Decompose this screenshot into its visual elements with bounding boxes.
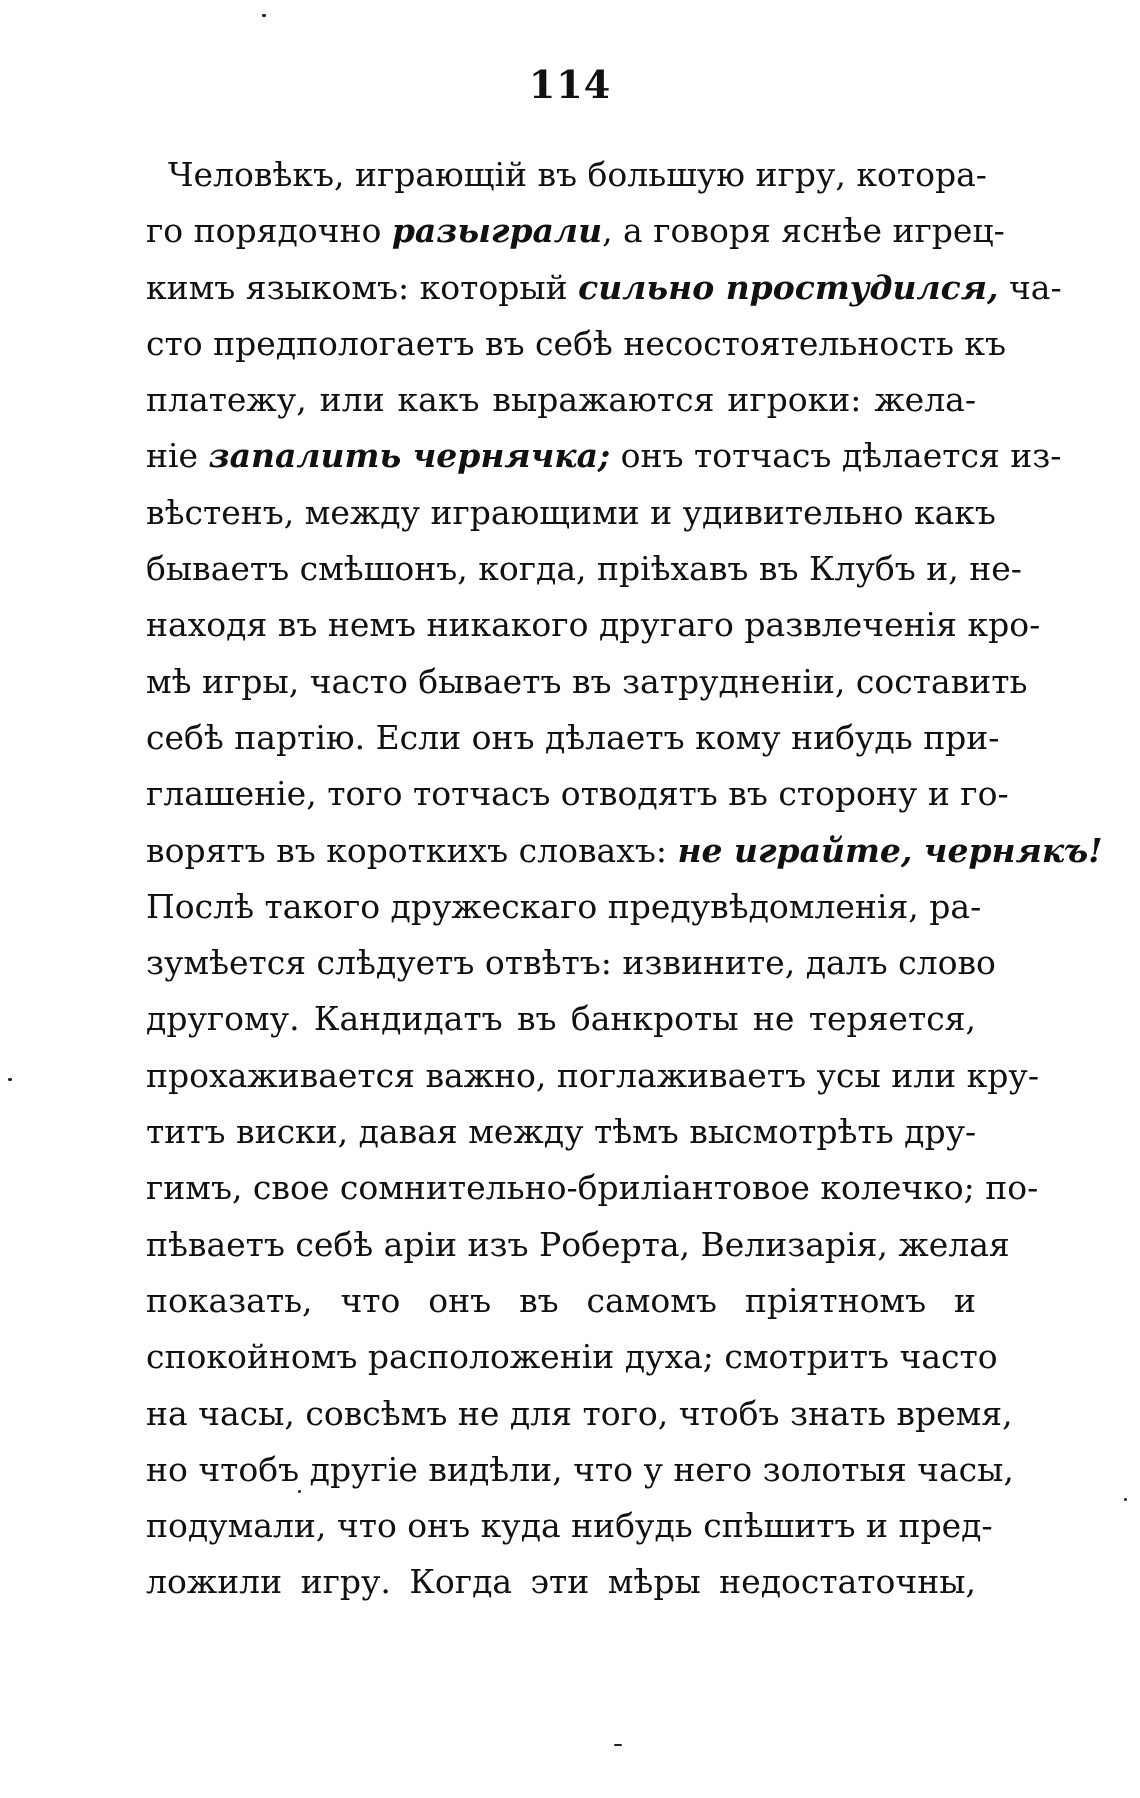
- scan-speck: [8, 1078, 12, 1081]
- scan-speck: [298, 1490, 301, 1493]
- text-line: [146, 879, 982, 935]
- text-run: на часы, совсѣмъ не для того, чтобъ знать время,: [146, 1393, 1013, 1433]
- text-line: [146, 316, 1007, 372]
- text-line: [146, 823, 1103, 879]
- text-line: [146, 1160, 1039, 1216]
- text-line: [146, 710, 1000, 766]
- text-run: ворятъ въ короткихъ словахъ:: [146, 830, 678, 870]
- text-line: [146, 1498, 993, 1554]
- text-run: онъ тотчасъ дѣлается из-: [610, 436, 1062, 476]
- text-line: [146, 991, 976, 1047]
- text-line: [146, 428, 1062, 484]
- text-run: титъ виски, давая между тѣмъ высмотрѣть дру-: [146, 1112, 977, 1152]
- text-line: [146, 1554, 976, 1610]
- text-run: другому. Кандидатъ въ банкроты не теряется,: [146, 999, 976, 1039]
- text-line: [146, 203, 1005, 259]
- text-line: [146, 260, 1062, 316]
- text-run: ніе: [146, 436, 209, 476]
- text-line: [146, 654, 1028, 710]
- text-run: мѣ игры, часто бываетъ въ затрудненіи, составить: [146, 661, 1028, 701]
- text-run: гимъ, свое сомнительно-бриліантовое колечко; по-: [146, 1168, 1039, 1208]
- text-run: глашеніе, того тотчасъ отводятъ въ сторону и го-: [146, 774, 1009, 814]
- italic-phrase: разыграли: [391, 211, 603, 251]
- text-line: [146, 372, 976, 428]
- text-line: [146, 597, 1041, 653]
- scan-speck: [262, 14, 266, 17]
- text-run: вѣстенъ, между играющими и удивительно какъ: [146, 492, 996, 532]
- scan-speck: [1124, 1498, 1127, 1501]
- text-run: прохаживается важно, поглаживаетъ усы или кру-: [146, 1055, 1039, 1095]
- text-line: [146, 1048, 1039, 1104]
- text-run: но чтобъ другіе видѣли, что у него золотыя часы,: [146, 1449, 1014, 1489]
- text-run: бываетъ смѣшонъ, когда, пріѣхавъ въ Клубъ и, не-: [146, 549, 1022, 589]
- text-run: ча-: [998, 267, 1062, 307]
- text-run: Послѣ такого дружескаго предувѣдомленія, ра-: [146, 886, 982, 926]
- text-line: [146, 541, 1022, 597]
- text-run: пѣваетъ себѣ аріи изъ Роберта, Велизарія, желая: [146, 1224, 1010, 1264]
- text-line: [146, 1386, 1013, 1442]
- text-line: [146, 1329, 998, 1385]
- text-line: [146, 766, 1009, 822]
- italic-phrase: запалить чернячка;: [208, 436, 611, 476]
- text-run: платежу, или какъ выражаются игроки: жела-: [146, 380, 976, 420]
- text-line: [146, 1104, 976, 1160]
- italic-phrase: сильно простудился,: [578, 267, 999, 307]
- text-run: ложили игру. Когда эти мѣры недостаточны,: [146, 1562, 976, 1602]
- text-line: [146, 935, 996, 991]
- text-run: находя въ немъ никакого другаго развлеченія кро-: [146, 605, 1041, 645]
- text-run: кимъ языкомъ: который: [146, 267, 579, 307]
- text-run: Человѣкъ, играющій въ большую игру, котора-: [168, 155, 987, 194]
- text-line: [146, 1217, 1010, 1273]
- text-run: зумѣется слѣдуетъ отвѣтъ: извините, далъ слово: [146, 943, 996, 983]
- text-run: подумали, что онъ куда нибудь спѣшитъ и пред-: [146, 1506, 993, 1546]
- text-line: [146, 1442, 1014, 1498]
- text-line: [146, 1273, 976, 1329]
- italic-phrase: не играйте, чернякъ!: [677, 830, 1103, 870]
- text-line: [146, 147, 987, 203]
- scan-speck: [614, 1744, 622, 1746]
- text-run: сто предпологаетъ въ себѣ несостоятельность къ: [146, 323, 1007, 363]
- text-run: , а говоря яснѣе игрец-: [602, 211, 1005, 251]
- text-line: [146, 485, 996, 541]
- text-run: го порядочно: [146, 211, 392, 251]
- page-number: 114: [528, 62, 612, 107]
- text-run: показать, что онъ въ самомъ пріятномъ и: [146, 1280, 976, 1320]
- text-run: себѣ партію. Если онъ дѣлаетъ кому нибудь при-: [146, 717, 1000, 757]
- text-run: спокойномъ расположеніи духа; смотритъ часто: [146, 1337, 998, 1377]
- body-text: [146, 147, 1103, 1611]
